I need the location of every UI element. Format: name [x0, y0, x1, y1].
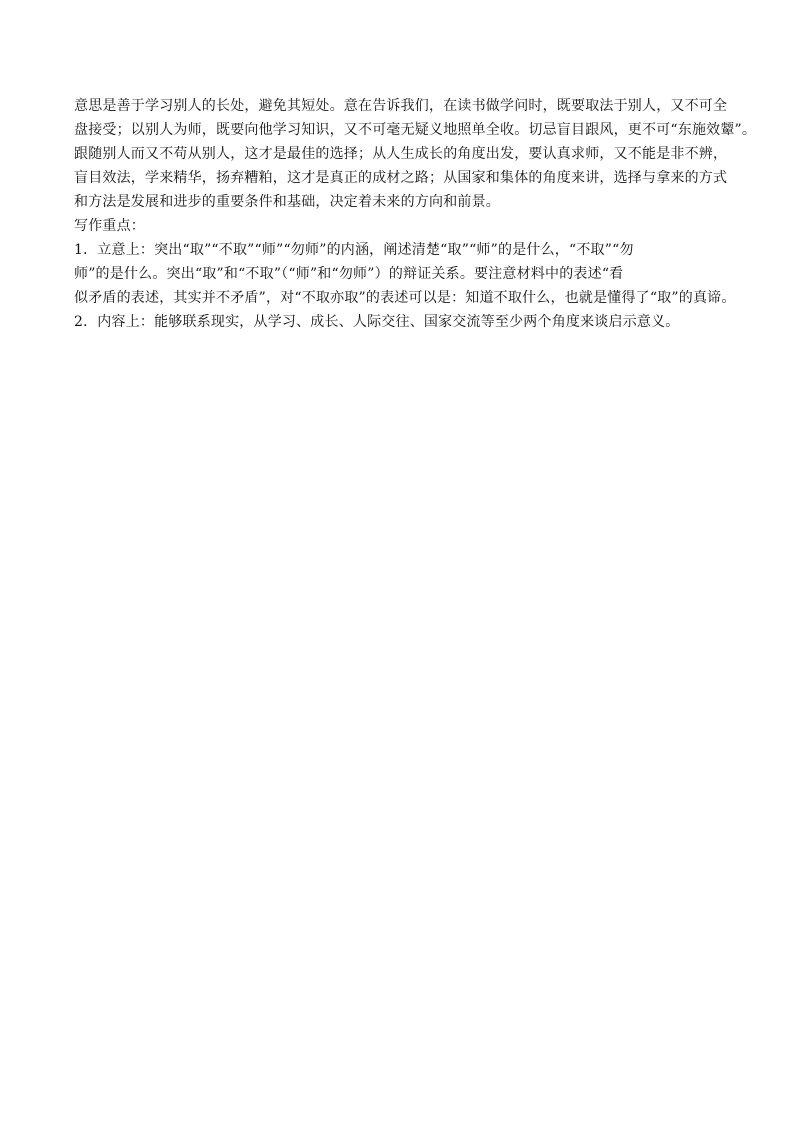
paragraph-line: 和方法是发展和进步的重要条件和基础，决定着未来的方向和前景。 [74, 194, 500, 210]
point-1-line: 似矛盾的表述，其实并不矛盾”，对“不取亦取”的表述可以是：知道不取什么，也就是懂得了“取”的真谛。 [74, 290, 736, 306]
point-2-line: 2．内容上：能够联系现实，从学习、成长、人际交往、国家交流等至少两个角度来谈启示意义。 [74, 314, 680, 330]
document-body [74, 94, 757, 334]
section-heading: 写作重点： [74, 218, 145, 234]
paragraph-line: 意思是善于学习别人的长处，避免其短处。意在告诉我们，在读书做学问时，既要取法于别人，又不可全 [74, 98, 728, 114]
point-1-line: 师”的是什么。突出“取”和“不取”（“师”和“勿师”）的辩证关系。要注意材料中的表述“看 [74, 266, 624, 282]
paragraph-line: 盲目效法，学来精华，扬弃糟粕，这才是真正的成材之路；从国家和集体的角度来讲，选择与拿来的方式 [74, 170, 728, 186]
point-1-line: 1．立意上：突出“取”“不取”“师”“勿师”的内涵，阐述清楚“取”“师”的是什么，“不取”“勿 [74, 242, 634, 258]
paragraph-line: 盘接受；以别人为师，既要向他学习知识，又不可毫无疑义地照单全收。切忌盲目跟风，更不可“东施效颦”。 [74, 122, 757, 138]
paragraph-line: 跟随别人而又不苟从别人，这才是最佳的选择；从人生成长的角度出发，要认真求师，又不能是非不辨， [74, 146, 728, 162]
